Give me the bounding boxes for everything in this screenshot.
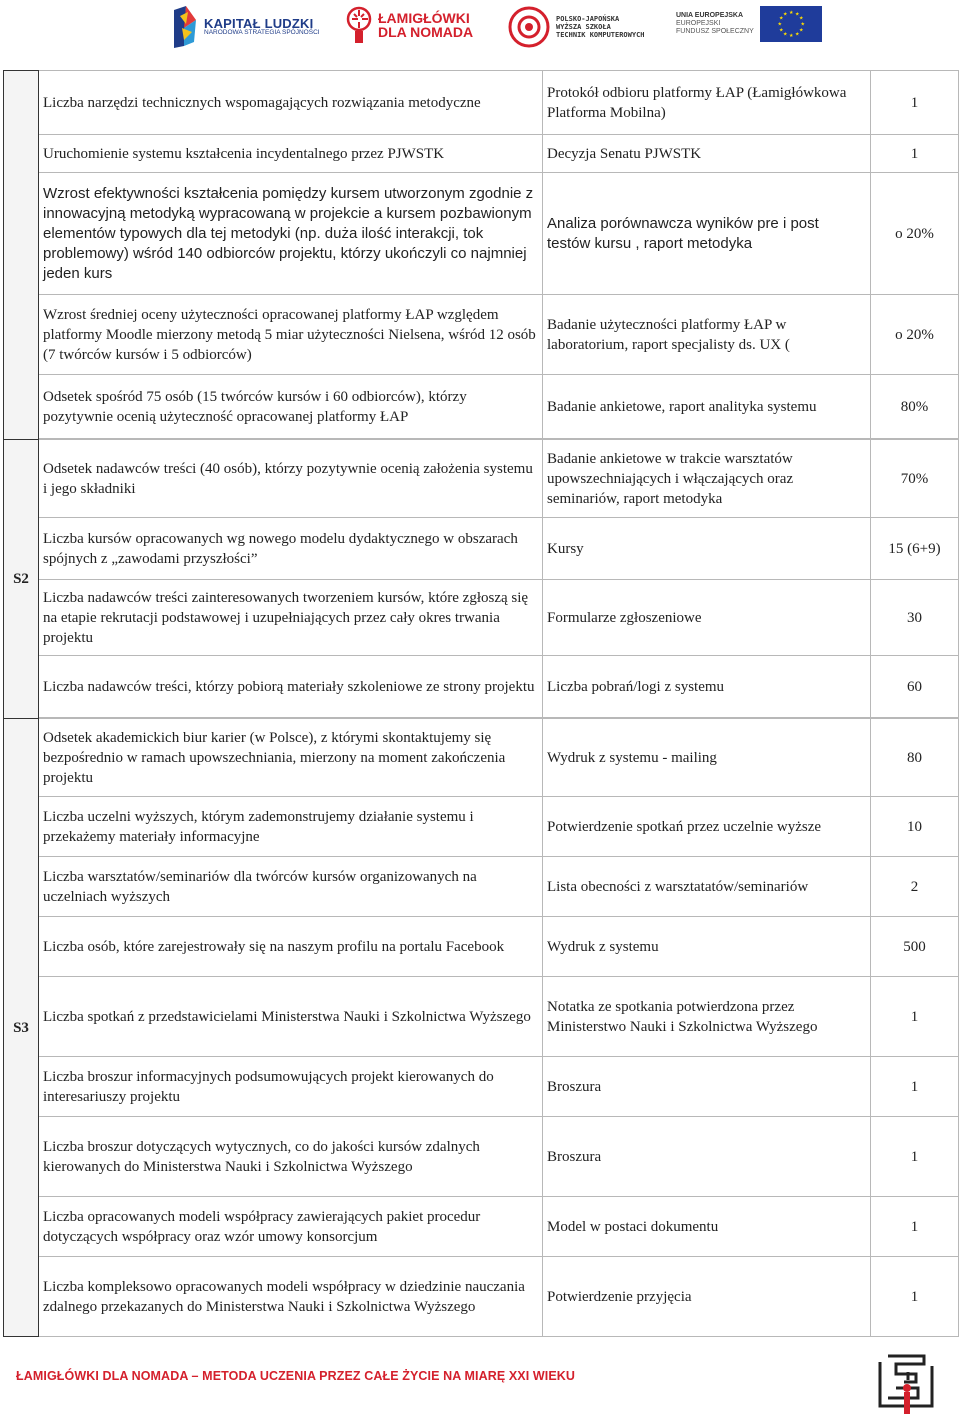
value-cell: 1 (871, 1117, 959, 1197)
source-cell: Analiza porównawcza wyników pre i post testów kursu , raport metodyka (543, 173, 871, 295)
svg-text:★: ★ (788, 10, 794, 16)
table-row (4, 71, 959, 135)
table-row (4, 1257, 959, 1337)
lamiglowki-maze-logo-icon (346, 6, 372, 44)
svg-text:★: ★ (778, 27, 784, 34)
ue-logo-line3: FUNDUSZ SPOŁECZNY (676, 28, 754, 36)
svg-text:★: ★ (778, 15, 784, 22)
header-logos (0, 0, 960, 60)
source-cell: Notatka ze spotkania potwierdzona przez Ministerstwo Nauki i Szkolnictwa Wyższego (543, 977, 871, 1057)
kapital-ludzki-logo (172, 6, 320, 48)
source-cell: Wydruk z systemu (543, 917, 871, 977)
indicator-cell: Liczba nadawców treści, którzy pobiorą materiały szkoleniowe ze strony projektu (39, 656, 543, 718)
source-cell: Potwierdzenie spotkań przez uczelnie wyższe (543, 797, 871, 857)
source-cell: Kursy (543, 518, 871, 580)
table-row (4, 977, 959, 1057)
value-cell: 80% (871, 375, 959, 439)
indicators-table (3, 70, 959, 1337)
svg-text:★: ★ (788, 33, 794, 39)
source-cell: Badanie ankietowe, raport analityka systemu (543, 375, 871, 439)
value-cell: 60 (871, 656, 959, 718)
svg-text:★: ★ (782, 11, 788, 18)
indicator-cell: Liczba kompleksowo opracowanych modeli współpracy w dziedzinie nauczania zdalnego przekazanych do Ministerstwa Nauki i Szkolnictwa Wyższego (39, 1257, 543, 1337)
table-row (4, 295, 959, 375)
indicator-cell: Wzrost średniej oceny użyteczności opracowanej platformy ŁAP względem platformy Moodle mierzony metodą 5 miar użyteczności Nielsena, wśród 12 osób (7 twórców kursów i 5 odbiorców) (39, 295, 543, 375)
value-cell: 1 (871, 977, 959, 1057)
table-row (4, 440, 959, 518)
kapital-ludzki-logo-icon (172, 6, 198, 48)
source-cell: Decyzja Senatu PJWSTK (543, 135, 871, 173)
ln-logo-line1: ŁAMIGŁÓWKI (378, 10, 470, 26)
table-row (4, 719, 959, 797)
table-row (4, 518, 959, 580)
indicator-cell: Liczba narzędzi technicznych wspomagających rozwiązania metodyczne (39, 71, 543, 135)
table-row (4, 135, 959, 173)
svg-text:★: ★ (794, 31, 800, 38)
table-row (4, 1117, 959, 1197)
value-cell: 1 (871, 1257, 959, 1337)
lamiglowki-maze-logo-icon (868, 1348, 946, 1418)
source-cell: Lista obecności z warsztatatów/seminariów (543, 857, 871, 917)
source-cell: Broszura (543, 1057, 871, 1117)
pj-logo-line3: TECHNIK KOMPUTEROWYCH (556, 31, 645, 40)
ue-logo-line1: UNIA EUROPEJSKA (676, 11, 744, 19)
source-cell: Badanie ankietowe w trakcie warsztatów upowszechniających i włączających oraz seminariów, raport metodyka (543, 440, 871, 518)
pj-logo-line2: WYŻSZA SZKOŁA (556, 22, 611, 31)
value-cell: 30 (871, 580, 959, 656)
svg-text:★: ★ (798, 15, 804, 22)
svg-text:★: ★ (794, 11, 800, 18)
footer-slogan: ŁAMIGŁÓWKI DLA NOMADA – METODA UCZENIA PRZEZ CAŁE ŻYCIE NA MIARĘ XXI WIEKU (16, 1369, 576, 1383)
table-row (4, 580, 959, 656)
eu-flag-icon (760, 6, 822, 42)
table-row (4, 173, 959, 295)
indicator-cell: Liczba osób, które zarejestrowały się na naszym profilu na portalu Facebook (39, 917, 543, 977)
indicator-cell: Liczba nadawców treści zainteresowanych tworzeniem kursów, które zgłoszą się na etapie rekrutacji podstawowej i uzupełniających przez cały okres trwania projektu (39, 580, 543, 656)
indicator-cell: Liczba broszur dotyczących wytycznych, co do jakości kursów zdalnych kierowanych do Ministerstwa Nauki i Szkolnictwa Wyższego (39, 1117, 543, 1197)
indicator-cell: Odsetek akademickich biur karier (w Polsce), z którymi skontaktujemy się bezpośrednio w ramach upowszechniania, mierzony na moment zakończenia projektu (39, 719, 543, 797)
source-cell: Badanie użyteczności platformy ŁAP w laboratorium, raport specjalisty ds. UX ( (543, 295, 871, 375)
value-cell: 1 (871, 135, 959, 173)
value-cell: 10 (871, 797, 959, 857)
value-cell: 2 (871, 857, 959, 917)
value-cell: 70% (871, 440, 959, 518)
value-cell: o 20% (871, 295, 959, 375)
indicator-cell: Liczba uczelni wyższych, którym zademonstrujemy działanie systemu i przekażemy materiały informacyjne (39, 797, 543, 857)
indicator-cell: Wzrost efektywności kształcenia pomiędzy kursem utworzonym zgodnie z innowacyjną metodyką wypracowaną w projekcie a kursem pozbawionym elementów typowych dla tej metodyki (np. duża ilość interakcji, tok problemowy) wśród 140 odbiorców projektu, którzy ukończyli co najmniej jeden kurs (39, 173, 543, 295)
indicator-cell: Uruchomienie systemu kształcenia incydentalnego przez PJWSTK (39, 135, 543, 173)
table-row (4, 656, 959, 718)
pj-logo-line1: POLSKO-JAPOŃSKA (556, 14, 620, 23)
table-row (4, 857, 959, 917)
indicator-cell: Liczba opracowanych modeli współpracy zawierających pakiet procedur dotyczących współpracy oraz wzór umowy konsorcjum (39, 1197, 543, 1257)
pjwstk-logo-icon (508, 6, 550, 48)
indicator-cell: Liczba broszur informacyjnych podsumowujących projekt kierowanych do interesariuszy projektu (39, 1057, 543, 1117)
source-cell: Protokół odbioru platformy ŁAP (Łamigłówkowa Platforma Mobilna) (543, 71, 871, 135)
source-cell: Model w postaci dokumentu (543, 1197, 871, 1257)
source-cell: Potwierdzenie przyjęcia (543, 1257, 871, 1337)
section-cell-s1 (4, 71, 39, 440)
section-cell-s2: S2 (4, 440, 39, 719)
value-cell: 1 (871, 1057, 959, 1117)
table-row (4, 375, 959, 439)
value-cell: 1 (871, 71, 959, 135)
value-cell: o 20% (871, 173, 959, 295)
indicator-cell: Liczba warsztatów/seminariów dla twórców kursów organizowanych na uczelniach wyższych (39, 857, 543, 917)
value-cell: 1 (871, 1197, 959, 1257)
svg-text:★: ★ (782, 31, 788, 38)
kl-logo-subtitle: NARODOWA STRATEGIA SPÓJNOŚCI (204, 29, 320, 37)
value-cell: 15 (6+9) (871, 518, 959, 580)
pjwstk-logo (508, 6, 645, 48)
indicator-cell: Liczba kursów opracowanych wg nowego modelu dydaktycznego w obszarach spójnych z „zawodami przyszłości” (39, 518, 543, 580)
value-cell: 80 (871, 719, 959, 797)
ue-logo-line2: EUROPEJSKI (676, 19, 721, 27)
section-cell-s3: S3 (4, 719, 39, 1337)
table-row (4, 1057, 959, 1117)
svg-text:★: ★ (777, 21, 782, 28)
table-row (4, 797, 959, 857)
source-cell: Broszura (543, 1117, 871, 1197)
source-cell: Wydruk z systemu - mailing (543, 719, 871, 797)
indicator-cell: Odsetek nadawców treści (40 osób), którzy pozytywnie ocenią założenia systemu i jego składniki (39, 440, 543, 518)
kl-logo-title: KAPITAŁ LUDZKI (204, 15, 314, 31)
eu-logo (676, 6, 822, 42)
table-row (4, 1197, 959, 1257)
svg-text:★: ★ (800, 21, 805, 28)
value-cell: 500 (871, 917, 959, 977)
source-cell: Formularze zgłoszeniowe (543, 580, 871, 656)
source-cell: Liczba pobrań/logi z systemu (543, 656, 871, 718)
svg-text:★: ★ (798, 27, 804, 34)
indicator-cell: Odsetek spośród 75 osób (15 twórców kursów i 60 odbiorców), którzy pozytywnie ocenią użyteczność opracowanej platformy ŁAP (39, 375, 543, 439)
indicator-cell: Liczba spotkań z przedstawicielami Ministerstwa Nauki i Szkolnictwa Wyższego (39, 977, 543, 1057)
lamiglowki-logo (346, 6, 473, 44)
ln-logo-line2: DLA NOMADA (378, 24, 474, 40)
table-row (4, 917, 959, 977)
